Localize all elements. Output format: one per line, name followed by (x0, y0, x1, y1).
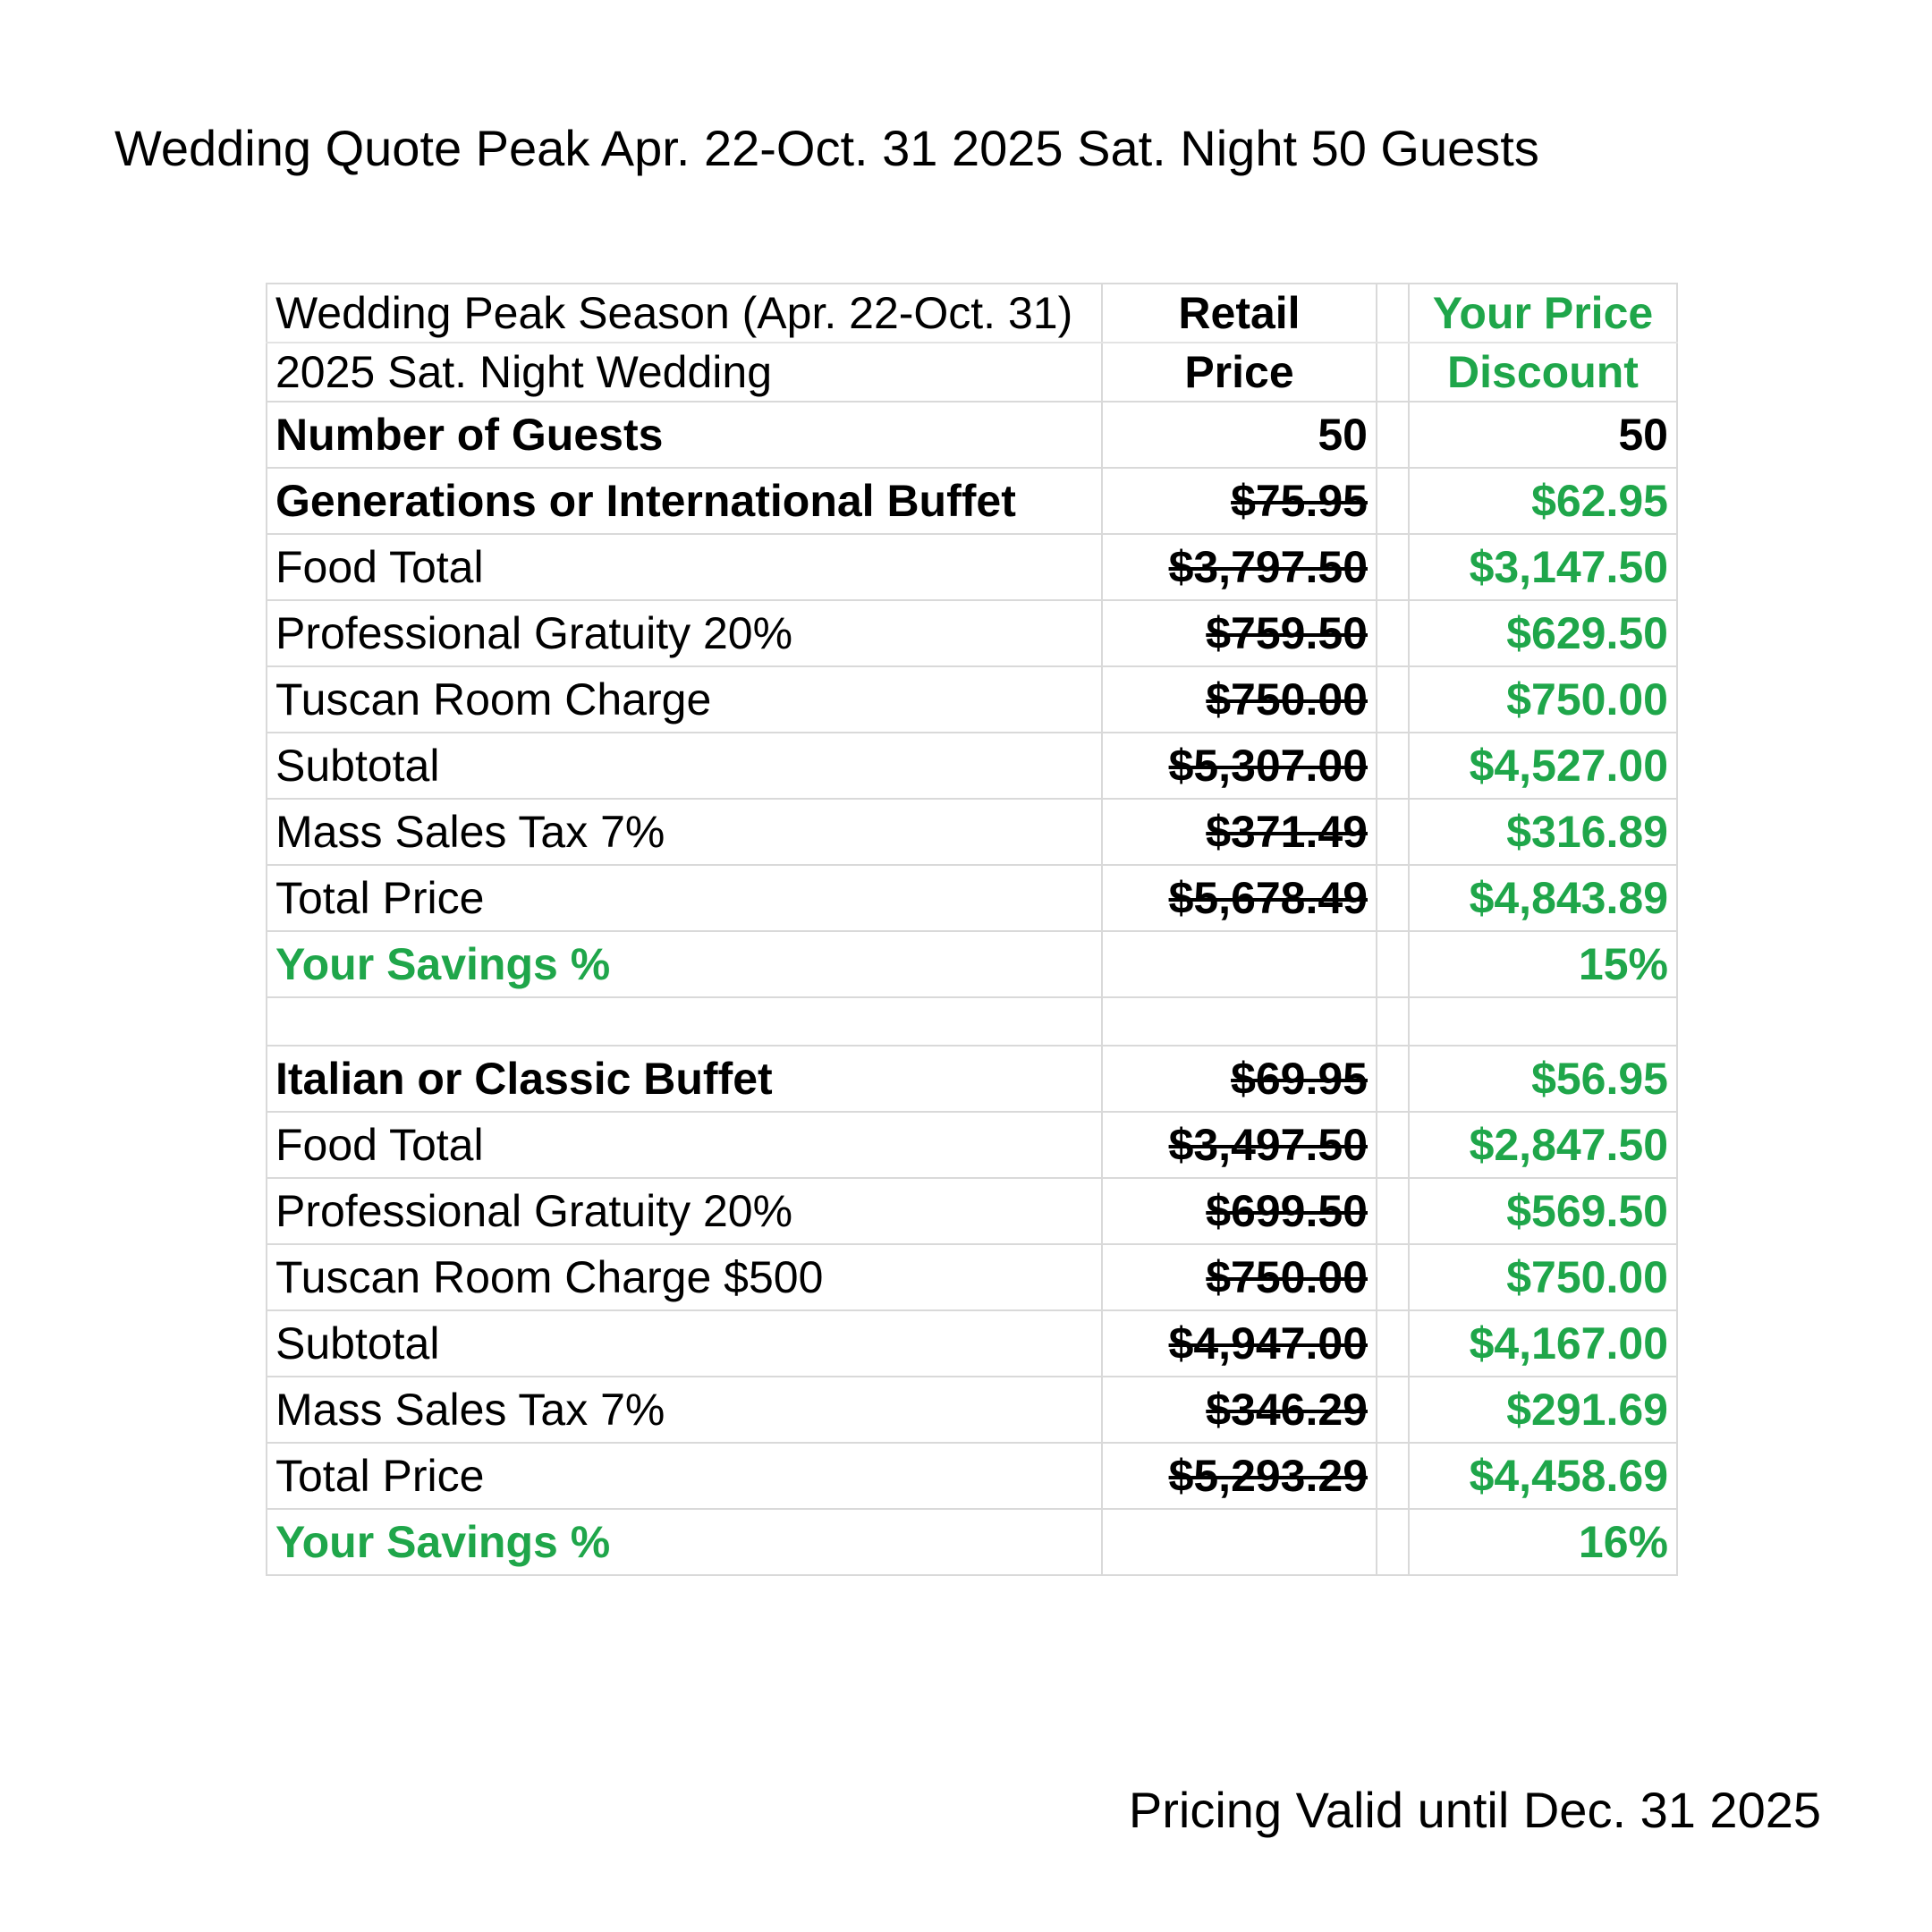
table-row (267, 1112, 1677, 1178)
your-price: $291.69 (1409, 1377, 1677, 1443)
row-label: Total Price (267, 865, 1102, 931)
guests-yours: 50 (1409, 402, 1677, 468)
savings-row (267, 1509, 1677, 1575)
your-price: $629.50 (1409, 600, 1677, 666)
spacer-row (267, 997, 1677, 1046)
gap-cell (1377, 468, 1409, 534)
your-price: $569.50 (1409, 1178, 1677, 1244)
guests-row (267, 402, 1677, 468)
retail-price: $759.50 (1102, 600, 1377, 666)
savings-label: Your Savings % (267, 1509, 1102, 1575)
retail-price: $750.00 (1102, 1244, 1377, 1310)
retail-price: $69.95 (1102, 1046, 1377, 1112)
quote-table (266, 283, 1678, 1576)
your-price: $4,458.69 (1409, 1443, 1677, 1509)
gap-cell (1377, 284, 1409, 343)
gap-cell (1377, 997, 1409, 1046)
row-label: Tuscan Room Charge $500 (267, 1244, 1102, 1310)
your-price: $56.95 (1409, 1046, 1677, 1112)
table-row (267, 1310, 1677, 1377)
row-label: Mass Sales Tax 7% (267, 1377, 1102, 1443)
buffet-row (267, 468, 1677, 534)
header-wedding-label: 2025 Sat. Night Wedding (267, 343, 1102, 402)
row-label: Subtotal (267, 733, 1102, 799)
your-price: $750.00 (1409, 1244, 1677, 1310)
row-label: Professional Gratuity 20% (267, 1178, 1102, 1244)
savings-label: Your Savings % (267, 931, 1102, 997)
your-price: $62.95 (1409, 468, 1677, 534)
row-label: Tuscan Room Charge (267, 666, 1102, 733)
gap-cell (1377, 799, 1409, 865)
gap-cell (1377, 1046, 1409, 1112)
your-price: $2,847.50 (1409, 1112, 1677, 1178)
empty-cell (1102, 931, 1377, 997)
header-row (267, 284, 1677, 343)
retail-price: $5,293.29 (1102, 1443, 1377, 1509)
gap-cell (1377, 1509, 1409, 1575)
table-row (267, 666, 1677, 733)
header-retail-line1: Retail (1102, 284, 1377, 343)
page-title: Wedding Quote Peak Apr. 22-Oct. 31 2025 Sat. Night 50 Guests (114, 120, 1539, 176)
savings-value: 16% (1409, 1509, 1677, 1575)
row-label: Mass Sales Tax 7% (267, 799, 1102, 865)
gap-cell (1377, 534, 1409, 600)
empty-cell (1409, 997, 1677, 1046)
savings-value: 15% (1409, 931, 1677, 997)
guests-label: Number of Guests (267, 402, 1102, 468)
row-label: Food Total (267, 1112, 1102, 1178)
retail-price: $346.29 (1102, 1377, 1377, 1443)
table-row (267, 600, 1677, 666)
savings-row (267, 931, 1677, 997)
gap-cell (1377, 865, 1409, 931)
table-row (267, 1377, 1677, 1443)
table-row (267, 733, 1677, 799)
your-price: $3,147.50 (1409, 534, 1677, 600)
your-price: $750.00 (1409, 666, 1677, 733)
table-row (267, 1244, 1677, 1310)
guests-retail: 50 (1102, 402, 1377, 468)
retail-price: $371.49 (1102, 799, 1377, 865)
your-price: $4,167.00 (1409, 1310, 1677, 1377)
buffet-label: Italian or Classic Buffet (267, 1046, 1102, 1112)
row-label: Subtotal (267, 1310, 1102, 1377)
table-row (267, 1443, 1677, 1509)
header-retail-line2: Price (1102, 343, 1377, 402)
retail-price: $75.95 (1102, 468, 1377, 534)
gap-cell (1377, 1377, 1409, 1443)
gap-cell (1377, 1112, 1409, 1178)
table-row (267, 1178, 1677, 1244)
retail-price: $5,678.49 (1102, 865, 1377, 931)
gap-cell (1377, 931, 1409, 997)
table-row (267, 534, 1677, 600)
pricing-validity-note: Pricing Valid until Dec. 31 2025 (1128, 1782, 1821, 1838)
gap-cell (1377, 733, 1409, 799)
gap-cell (1377, 402, 1409, 468)
gap-cell (1377, 1443, 1409, 1509)
gap-cell (1377, 1178, 1409, 1244)
gap-cell (1377, 1310, 1409, 1377)
retail-price: $3,497.50 (1102, 1112, 1377, 1178)
empty-cell (1102, 997, 1377, 1046)
retail-price: $3,797.50 (1102, 534, 1377, 600)
gap-cell (1377, 600, 1409, 666)
your-price: $316.89 (1409, 799, 1677, 865)
header-yours-line2: Discount (1409, 343, 1677, 402)
buffet-row (267, 1046, 1677, 1112)
retail-price: $750.00 (1102, 666, 1377, 733)
empty-cell (1102, 1509, 1377, 1575)
retail-price: $4,947.00 (1102, 1310, 1377, 1377)
row-label: Food Total (267, 534, 1102, 600)
gap-cell (1377, 1244, 1409, 1310)
buffet-label: Generations or International Buffet (267, 468, 1102, 534)
header-season-label: Wedding Peak Season (Apr. 22-Oct. 31) (267, 284, 1102, 343)
retail-price: $699.50 (1102, 1178, 1377, 1244)
your-price: $4,843.89 (1409, 865, 1677, 931)
empty-cell (267, 997, 1102, 1046)
gap-cell (1377, 666, 1409, 733)
header-row (267, 343, 1677, 402)
your-price: $4,527.00 (1409, 733, 1677, 799)
table-row (267, 865, 1677, 931)
retail-price: $5,307.00 (1102, 733, 1377, 799)
row-label: Total Price (267, 1443, 1102, 1509)
header-yours-line1: Your Price (1409, 284, 1677, 343)
row-label: Professional Gratuity 20% (267, 600, 1102, 666)
table-row (267, 799, 1677, 865)
gap-cell (1377, 343, 1409, 402)
